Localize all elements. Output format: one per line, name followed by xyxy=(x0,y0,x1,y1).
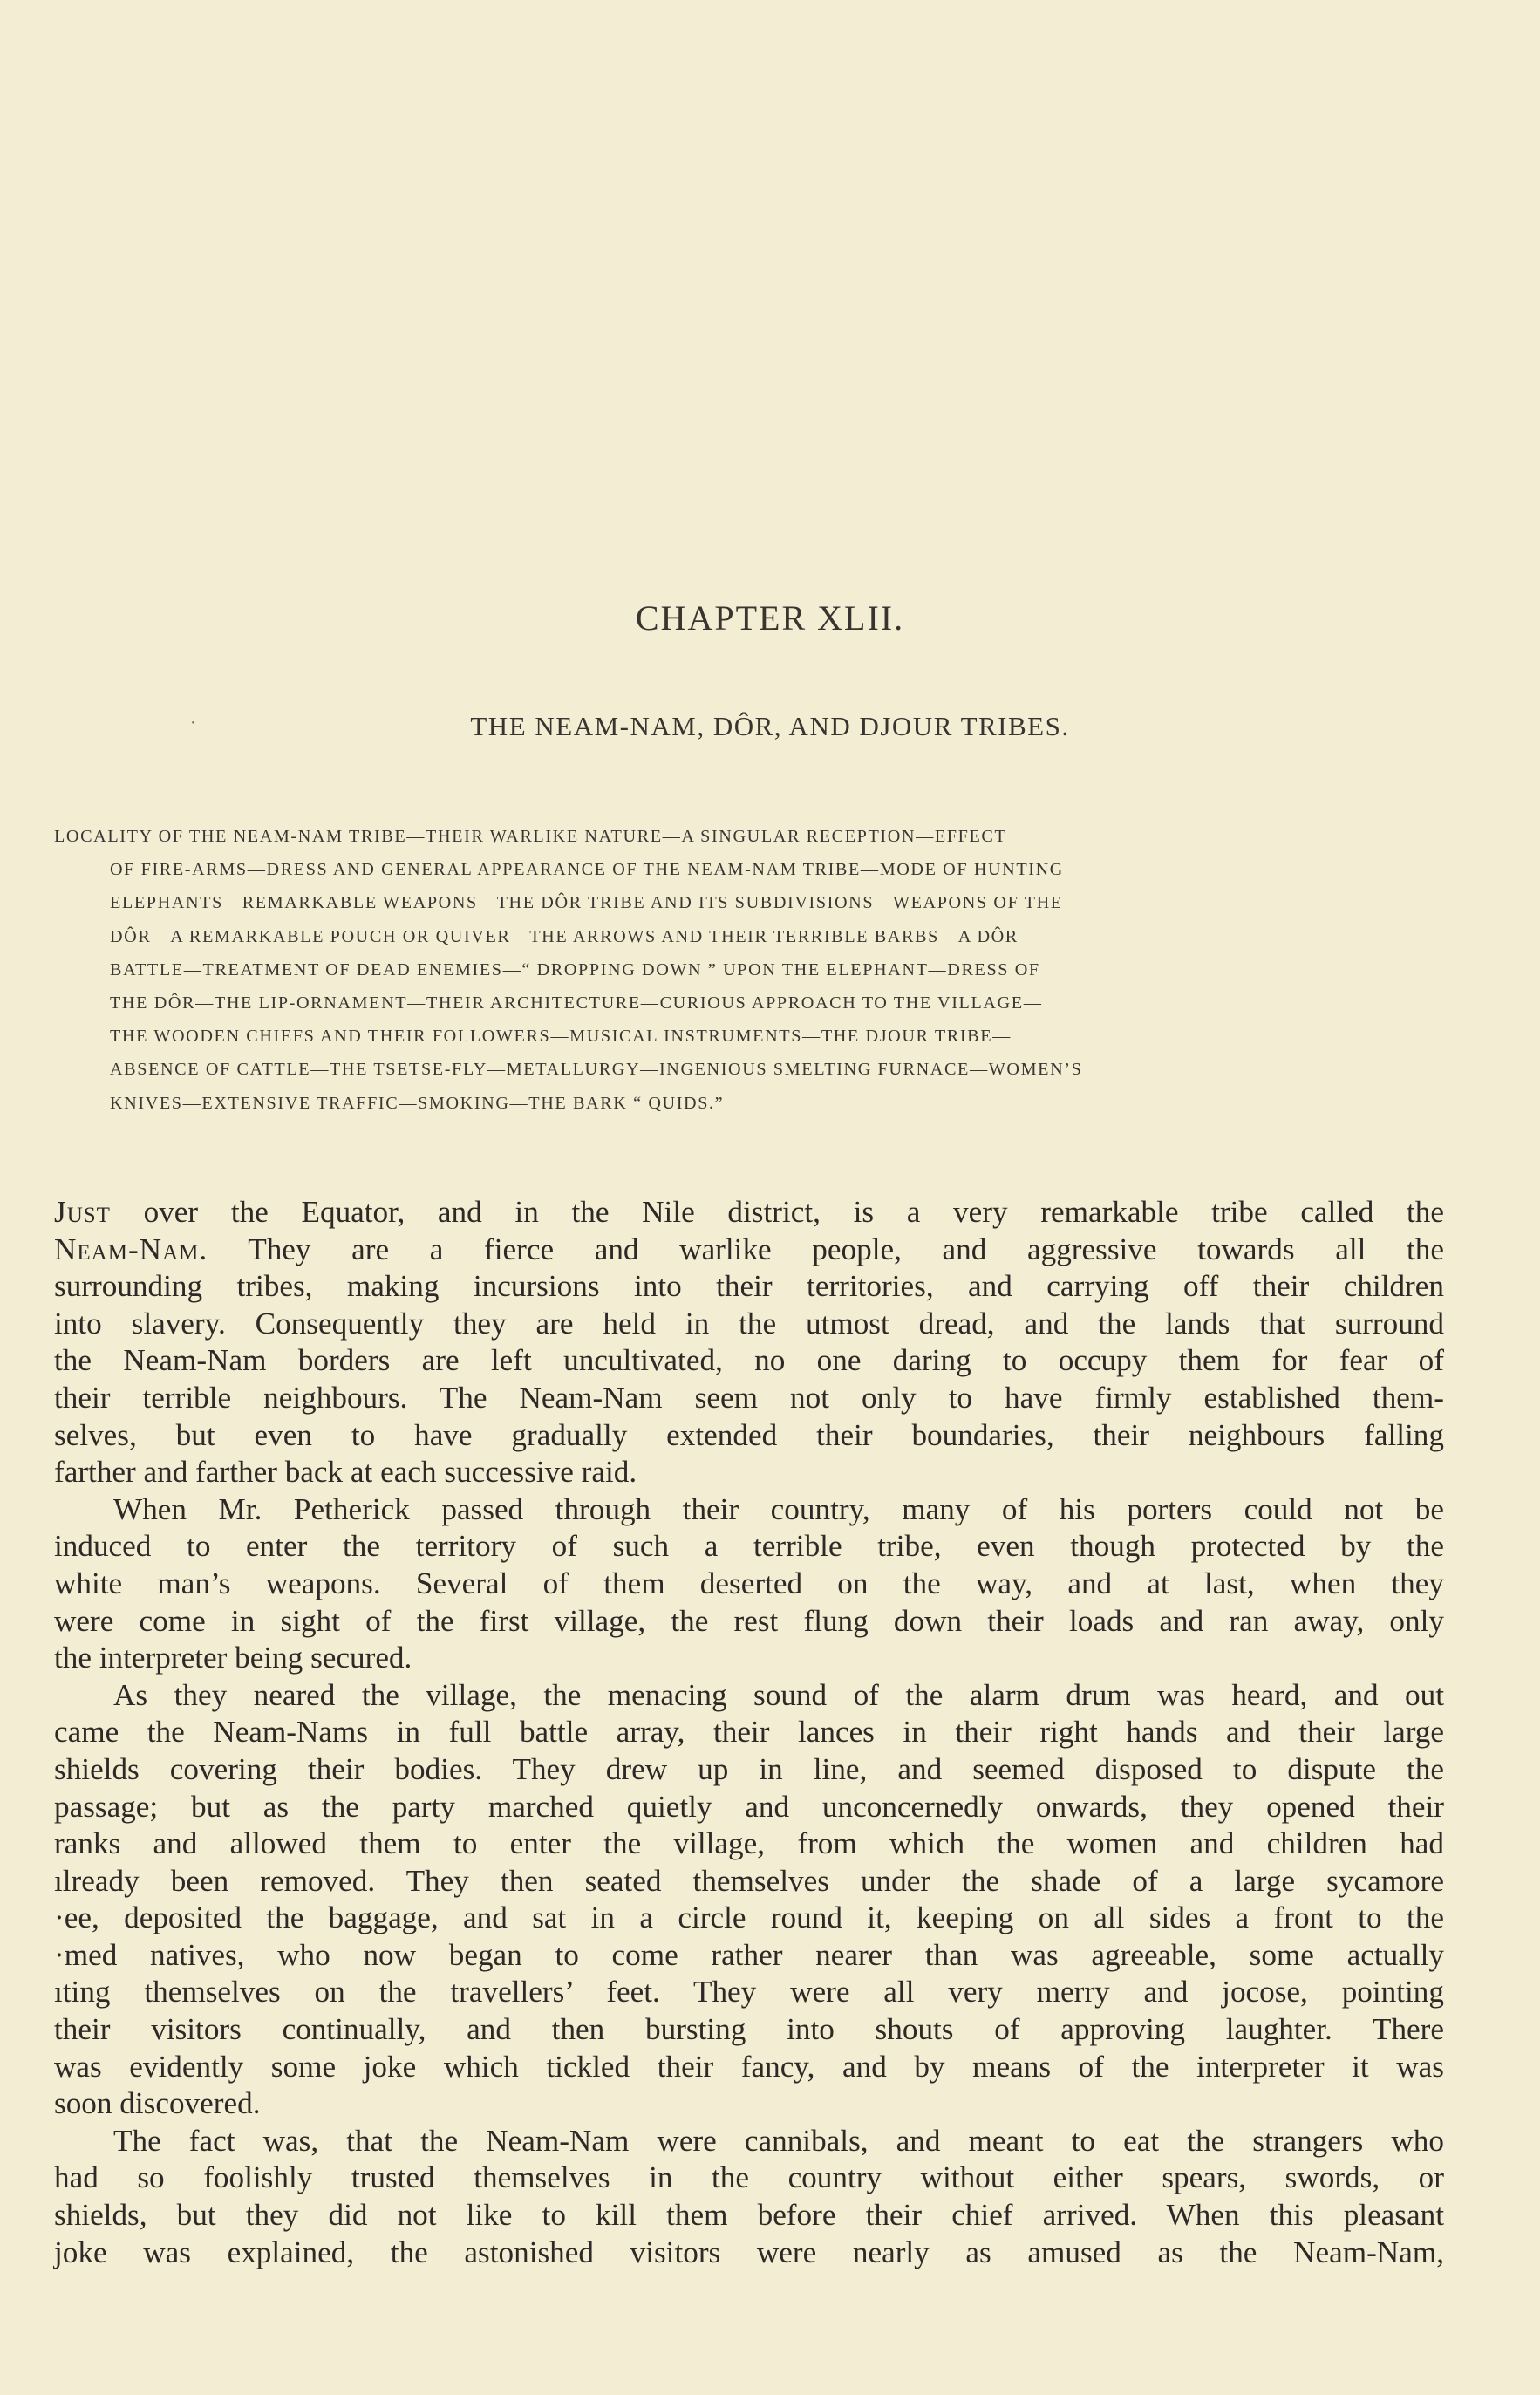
text-line: was evidently some joke which tickled their fancy, and by means of the interpreter it was xyxy=(54,2049,1444,2084)
synopsis-line: ELEPHANTS—REMARKABLE WEAPONS—THE DÔR TRIBE AND ITS SUBDIVISIONS—WEAPONS OF THE xyxy=(110,893,1063,913)
body-text xyxy=(54,1194,1444,2271)
synopsis-line: THE WOODEN CHIEFS AND THEIR FOLLOWERS—MUSICAL INSTRUMENTS—THE DJOUR TRIBE— xyxy=(110,1027,1012,1047)
text-line: farther and farther back at each successive raid. xyxy=(54,1455,637,1490)
synopsis-line: DÔR—A REMARKABLE POUCH OR QUIVER—THE ARROWS AND THEIR TERRIBLE BARBS—A DÔR xyxy=(110,926,1019,946)
text-line: white man’s weapons. Several of them deserted on the way, and at last, when they xyxy=(54,1566,1444,1600)
text-line: surrounding tribes, making incursions into their territories, and carrying off their children xyxy=(54,1269,1444,1304)
text-line: had so foolishly trusted themselves in the country without either spears, swords, or xyxy=(54,2160,1444,2195)
text-line: As they neared the village, the menacing sound of the alarm drum was heard, and out xyxy=(113,1677,1444,1712)
text-line: into slavery. Consequently they are held in the utmost dread, and the lands that surround xyxy=(54,1306,1444,1341)
drop-word: Just xyxy=(54,1195,111,1229)
chapter-title: CHAPTER XLII. xyxy=(635,598,905,638)
text-line: joke was explained, the astonished visitors were nearly as amused as the Neam-Nam, xyxy=(54,2235,1444,2269)
text-line: shields, but they did not like to kill them before their chief arrived. When this pleasant xyxy=(54,2198,1444,2233)
text-line: When Mr. Petherick passed through their country, many of his porters could not be xyxy=(113,1491,1444,1526)
synopsis-line: LOCALITY OF THE NEAM-NAM TRIBE—THEIR WARLIKE NATURE—A SINGULAR RECEPTION—EFFECT xyxy=(54,827,1007,846)
paragraph xyxy=(54,1677,1444,2123)
text-span: They are a fierce and warlike people, and aggressive towards all the xyxy=(208,1232,1444,1266)
text-line: selves, but even to have gradually extended their boundaries, their neighbours falling xyxy=(54,1417,1444,1452)
tribe-name: Neam-Nam. xyxy=(54,1232,208,1266)
text-line: ·ee, deposited the baggage, and sat in a circle round it, keeping on all sides a front to the xyxy=(54,1900,1444,1935)
text-line: were come in sight of the first village, the rest flung down their loads and ran away, only xyxy=(54,1603,1444,1638)
text-span: over the Equator, and in the Nile district, is a very remarkable tribe called the xyxy=(110,1195,1444,1229)
text-line: ·med natives, who now began to come rather nearer than was agreeable, some actually xyxy=(54,1937,1444,1972)
text-line: their terrible neighbours. The Neam-Nam seem not only to have firmly established them- xyxy=(54,1380,1444,1415)
text-line: ılready been removed. They then seated themselves under the shade of a large sycamore xyxy=(54,1863,1444,1898)
print-speck: · xyxy=(190,713,196,733)
paragraph xyxy=(54,2123,1444,2271)
text-line: the interpreter being secured. xyxy=(54,1641,412,1675)
text-line: the Neam-Nam borders are left uncultivated, no one daring to occupy them for fear of xyxy=(54,1343,1444,1378)
text-line: came the Neam-Nams in full battle array, their lances in their right hands and their large xyxy=(54,1715,1444,1750)
text-line: shields covering their bodies. They drew up in line, and seemed disposed to dispute the xyxy=(54,1751,1444,1786)
text-line: their visitors continually, and then bursting into shouts of approving laughter. There xyxy=(54,2012,1444,2047)
text-line: ıting themselves on the travellers’ feet. They were all very merry and jocose, pointing xyxy=(54,1975,1444,2009)
chapter-subtitle: THE NEAM-NAM, DÔR, AND DJOUR TRIBES. xyxy=(470,711,1070,741)
synopsis-line: THE DÔR—THE LIP-ORNAMENT—THEIR ARCHITECTURE—CURIOUS APPROACH TO THE VILLAGE— xyxy=(110,993,1043,1013)
synopsis-line: OF FIRE-ARMS—DRESS AND GENERAL APPEARANCE OF THE NEAM-NAM TRIBE—MODE OF HUNTING xyxy=(110,860,1064,880)
text-line: soon discovered. xyxy=(54,2086,261,2121)
text-line xyxy=(54,1232,1444,1269)
chapter-synopsis xyxy=(54,820,1445,1120)
text-line: passage; but as the party marched quietly and unconcernedly onwards, they opened their xyxy=(54,1789,1444,1824)
paragraph xyxy=(54,1194,1444,1491)
text-line xyxy=(54,1194,1444,1232)
text-line: induced to enter the territory of such a terrible tribe, even though protected by the xyxy=(54,1529,1444,1564)
synopsis-line: ABSENCE OF CATTLE—THE TSETSE-FLY—METALLURGY—INGENIOUS SMELTING FURNACE—WOMEN’S xyxy=(110,1060,1083,1080)
text-line: The fact was, that the Neam-Nam were cannibals, and meant to eat the strangers who xyxy=(113,2123,1444,2158)
synopsis-line: KNIVES—EXTENSIVE TRAFFIC—SMOKING—THE BARK “ QUIDS.” xyxy=(110,1093,725,1113)
paragraph xyxy=(54,1491,1444,1677)
synopsis-line: BATTLE—TREATMENT OF DEAD ENEMIES—“ DROPPING DOWN ” UPON THE ELEPHANT—DRESS OF xyxy=(110,959,1040,979)
text-line: ranks and allowed them to enter the village, from which the women and children had xyxy=(54,1826,1444,1861)
